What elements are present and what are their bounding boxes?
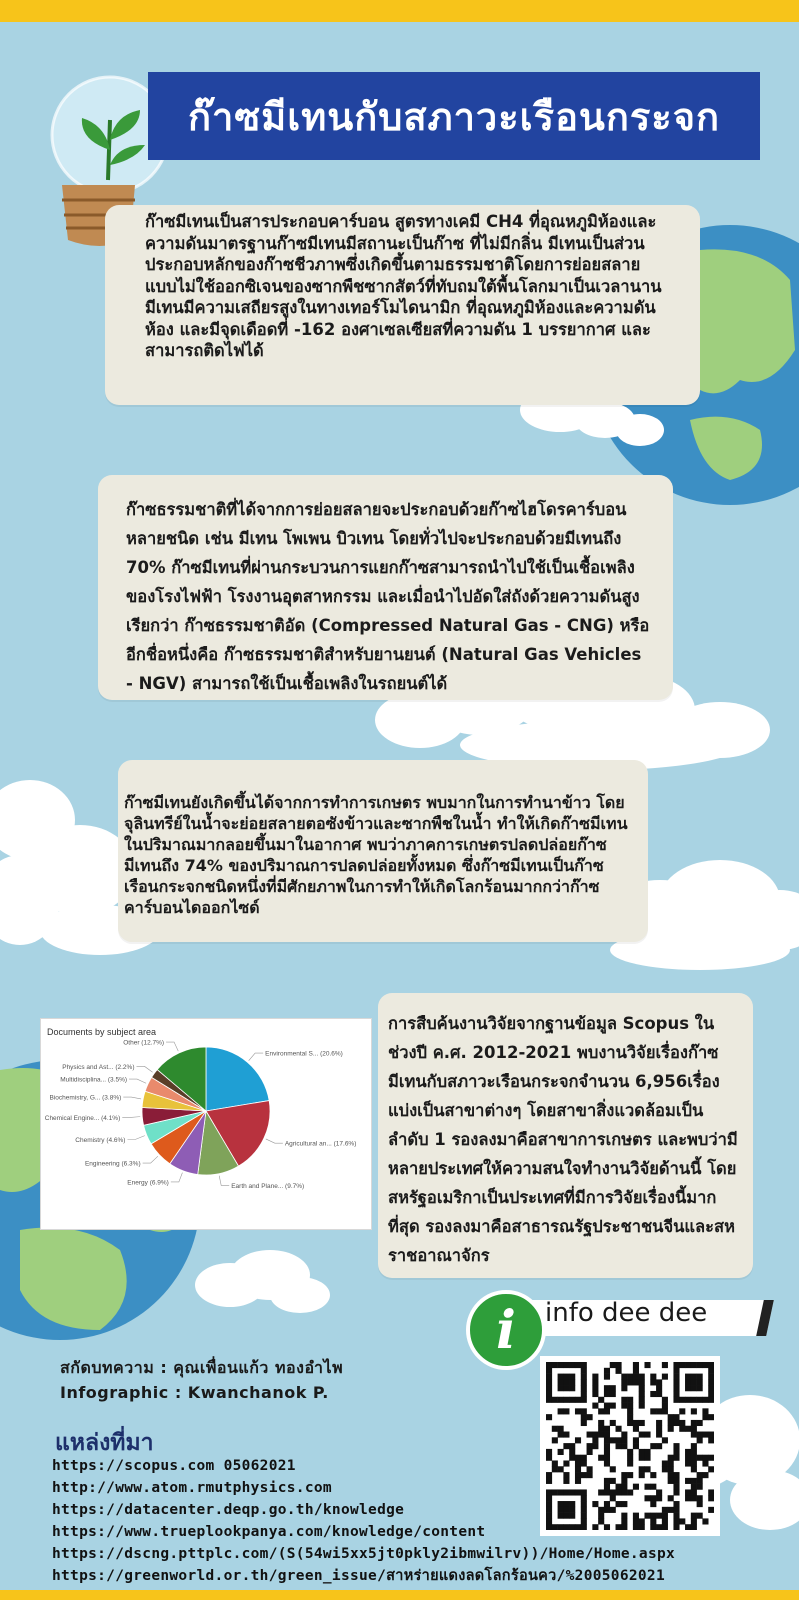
pie-slice-label: Chemical Engine... (4.1%) [44,1114,121,1122]
pie-slice-label: Agricultural an... (17.6%) [284,1140,357,1148]
natural-gas-card [98,475,673,700]
pie-slice-label: Biochemistry, G... (3.8%) [49,1094,122,1102]
writer-credit: สกัดบทความ : คุณเพื่อนแก้ว ทองอำไพ [60,1358,344,1377]
pie-leader-line [143,1156,158,1163]
sources-list [52,1455,675,1587]
source-link[interactable]: https://dscng.pttplc.com/(S(54wi5xx5jt0pkly2ibmwilrv))/Home/Home.aspx [52,1546,676,1562]
pie-slice-label: Energy (6.9%) [127,1179,169,1187]
pie-slice [206,1047,269,1111]
subject-area-chart [40,1018,372,1230]
pie-leader-line [129,1079,146,1083]
pie-leader-line [249,1053,263,1061]
pie-leader-line [266,1139,283,1143]
info-icon: i [466,1290,546,1370]
pie-slice-label: Other (12.7%) [123,1039,165,1047]
intro-paragraph: ก๊าซมีเทนเป็นสารประกอบคาร์บอน สูตรทางเคมี CH4 ที่อุณหภูมิห้องและความดันมาตรฐานก๊าซมีเทนมีสถานะเป็นก๊าซ ที่ไม่มีกลิ่น มีเทนเป็นส่วนประกอบหลักของก๊าซชีวภาพซึ่งเกิดขึ้นตามธรรมชาติโดยการย่อยสลายแบบไม่ใช้ออกซิเจนของซากพืชซากสัตว์ที่ทับถมใต้พื้นโลกมาเป็นเวลานาน มีเทนมีความเสถียรสูงในทางเทอร์โมไดนามิก ที่อุณหภูมิห้องและความดันห้อง และมีจุดเดือดที่ -162 องศาเซลเซียสที่ความดัน 1 บรรยากาศ และสามารถติดไฟได้ [145,212,662,360]
pie-slice-label: Physics and Ast... (2.2%) [62,1063,135,1071]
pie-leader-line [166,1042,178,1051]
page-title: ก๊าซมีเทนกับสภาวะเรือนกระจก [148,72,760,160]
source-link[interactable]: http://www.atom.rmutphysics.com [52,1480,332,1496]
natural-gas-paragraph: ก๊าซธรรมชาติที่ได้จากการย่อยสลายจะประกอบด้วยก๊าซไฮโดรคาร์บอนหลายชนิด เช่น มีเทน โพเพน บิวเทน โดยทั่วไปจะประกอบด้วยมีเทนถึง 70% ก๊าซมีเทนที่ผ่านกระบวนการแยกก๊าซสามารถนำไปใช้เป็นเชื้อเพลิงของโรงไฟฟ้า โรงงานอุตสาหกรรม และเมื่อนำไปอัดใส่ถังด้วยความดันสูง เรียกว่า ก๊าซธรรมชาติอัด (Compressed Natural Gas - CNG) หรืออีกชื่อหนึ่งคือ ก๊าซธรรมชาติสำหรับยานยนต์ (Natural Gas Vehicles - NGV) สามารถใช้เป็นเชื้อเพลิงในรถยนต์ได้ [126,500,650,693]
pie-slice-label: Environmental S... (20.6%) [265,1050,343,1058]
pie-slice-label: Engineering (6.3%) [84,1160,141,1168]
pie-leader-line [137,1066,153,1072]
pie-leader-line [123,1097,141,1099]
pie-leader-line [122,1117,140,1118]
research-card [378,993,753,1278]
pie-leader-line [219,1176,229,1186]
pie-leader-line [127,1136,144,1140]
credits [60,1355,343,1405]
research-paragraph: การสืบค้นงานวิจัยจากฐานข้อมูล Scopus ในช่วงปี ค.ศ. 2012-2021 พบงานวิจัยเรื่องก๊าซมีเทนกับสภาวะเรือนกระจกจำนวน 6,956เรื่อง แบ่งเป็นสาขาต่างๆ โดยสาขาสิ่งแวดล้อมเป็นลำดับ 1 รองลงมาคือสาขาการเกษตร และพบว่ามีหลายประเทศให้ความสนใจทำงานวิจัยด้านนี้ โดยสหรัฐอเมริกาเป็นประเทศที่มีการวิจัยเรื่องนี้มากที่สุด รองลงมาคือสาธารณรัฐประชาชนจีนและสหราชอาณาจักร [388,1014,738,1265]
pie-leader-line [171,1173,183,1182]
source-link[interactable]: https://greenworld.or.th/green_issue/สาหร่ายแดงลดโลกร้อนคว/%2005062021 [52,1568,665,1584]
pie-slice-label: Multidisciplina... (3.5%) [60,1076,128,1084]
sources-title: แหล่งที่มา [55,1430,154,1456]
chart-title: Documents by subject area [47,1027,157,1037]
bottom-accent-bar [0,1590,799,1600]
pie-slice-label: Earth and Plane... (9.7%) [231,1182,305,1190]
agriculture-paragraph: ก๊าซมีเทนยังเกิดขึ้นได้จากการทำการเกษตร พบมากในการทำนาข้าว โดยจุลินทรีย์ในน้ำจะย่อยสลายตอซังข้าวและซากพืชในน้ำ ทำให้เกิดก๊าซมีเทนในปริมาณมากลอยขึ้นมาในอากาศ พบว่าภาคการเกษตรปลดปล่อยก๊าซมีเทนถึง 74% ของปริมาณการปลดปล่อยทั้งหมด ซึ่งก๊าซมีเทนเป็นก๊าซเรือนกระจกชนิดหนึ่งที่มีศักยภาพในการทำให้เกิดโลกร้อนมากกว่าก๊าซคาร์บอนไดออกไซด์ [124,793,628,917]
pie-chart [41,1019,371,1229]
source-link[interactable]: https://datacenter.deqp.go.th/knowledge [52,1502,405,1518]
intro-card [105,205,700,405]
brand-name: info dee dee [545,1298,708,1328]
pie-slice-label: Chemistry (4.6%) [75,1136,126,1144]
source-link[interactable]: https://scopus.com 05062021 [52,1458,296,1474]
source-link[interactable]: https://www.trueplookpanya.com/knowledge/content [52,1524,486,1540]
agriculture-card [118,760,648,942]
infographic-credit: Infographic : Kwanchanok P. [60,1383,329,1402]
